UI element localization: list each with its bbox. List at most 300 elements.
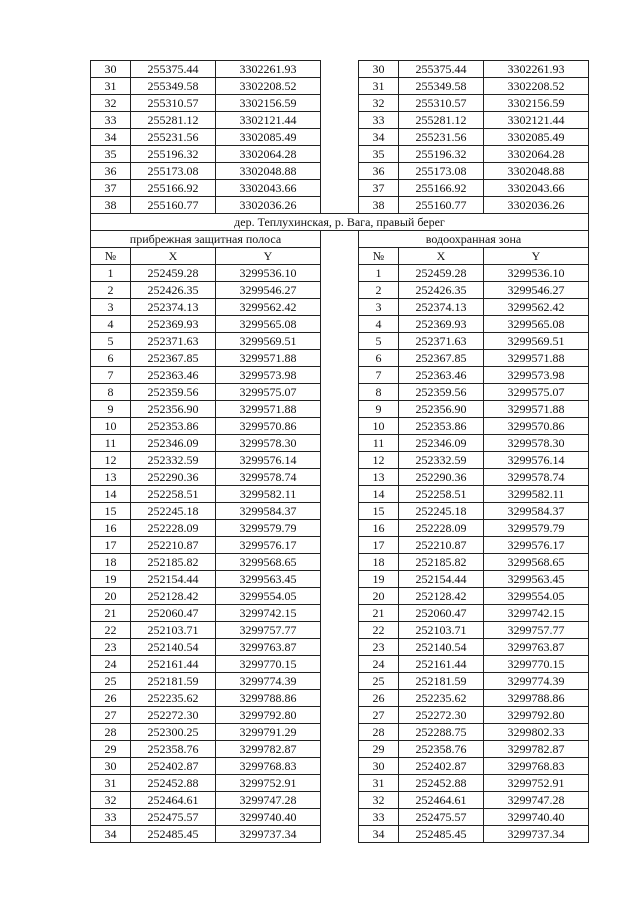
- left-x-coordinate: 252402.87: [131, 758, 216, 775]
- column-gap: [321, 61, 359, 78]
- right-x-coordinate: 252258.51: [399, 486, 484, 503]
- left-y-coordinate: 3299747.28: [216, 792, 321, 809]
- y-coordinate: 3302043.66: [216, 180, 321, 197]
- y-coordinate: 3302261.93: [484, 61, 589, 78]
- left-point-number: 8: [91, 384, 131, 401]
- point-number: 30: [359, 61, 399, 78]
- left-point-number: 6: [91, 350, 131, 367]
- table-row: [91, 452, 589, 469]
- column-gap: [321, 112, 359, 129]
- point-number: 31: [359, 78, 399, 95]
- table-row: [91, 78, 589, 95]
- column-gap: [321, 639, 359, 656]
- left-point-number: 9: [91, 401, 131, 418]
- left-point-number: 34: [91, 826, 131, 843]
- right-point-number: 11: [359, 435, 399, 452]
- left-point-number: 10: [91, 418, 131, 435]
- right-y-coordinate: 3299774.39: [484, 673, 589, 690]
- y-coordinate: 3302064.28: [484, 146, 589, 163]
- left-y-coordinate: 3299575.07: [216, 384, 321, 401]
- table-row: [91, 486, 589, 503]
- left-point-number: 12: [91, 452, 131, 469]
- right-x-coordinate: 252426.35: [399, 282, 484, 299]
- left-point-number: 32: [91, 792, 131, 809]
- right-x-header: X: [399, 248, 484, 265]
- right-x-coordinate: 252402.87: [399, 758, 484, 775]
- left-point-number: 13: [91, 469, 131, 486]
- table-row: [91, 282, 589, 299]
- right-y-coordinate: 3299568.65: [484, 554, 589, 571]
- right-x-coordinate: 252369.93: [399, 316, 484, 333]
- left-x-coordinate: 252272.30: [131, 707, 216, 724]
- right-y-coordinate: 3299565.08: [484, 316, 589, 333]
- column-gap: [321, 401, 359, 418]
- column-gap: [321, 197, 359, 214]
- column-gap: [321, 333, 359, 350]
- right-y-coordinate: 3299546.27: [484, 282, 589, 299]
- right-x-coordinate: 252367.85: [399, 350, 484, 367]
- left-point-number: 5: [91, 333, 131, 350]
- left-x-coordinate: 252245.18: [131, 503, 216, 520]
- column-gap: [321, 741, 359, 758]
- column-gap: [321, 554, 359, 571]
- column-gap: [321, 775, 359, 792]
- right-point-number: 2: [359, 282, 399, 299]
- right-point-number: 26: [359, 690, 399, 707]
- left-x-coordinate: 252346.09: [131, 435, 216, 452]
- left-point-number: 11: [91, 435, 131, 452]
- left-y-coordinate: 3299570.86: [216, 418, 321, 435]
- column-gap: [321, 282, 359, 299]
- left-y-coordinate: 3299573.98: [216, 367, 321, 384]
- column-gap: [321, 724, 359, 741]
- right-x-coordinate: 252154.44: [399, 571, 484, 588]
- section-header: [91, 214, 589, 265]
- column-gap: [321, 129, 359, 146]
- right-x-coordinate: 252235.62: [399, 690, 484, 707]
- right-point-number: 23: [359, 639, 399, 656]
- right-y-coordinate: 3299737.34: [484, 826, 589, 843]
- left-x-coordinate: 252459.28: [131, 265, 216, 282]
- right-point-number: 3: [359, 299, 399, 316]
- left-point-number: 20: [91, 588, 131, 605]
- right-y-coordinate: 3299579.79: [484, 520, 589, 537]
- column-gap: [321, 78, 359, 95]
- point-number: 35: [359, 146, 399, 163]
- x-coordinate: 255310.57: [131, 95, 216, 112]
- left-y-coordinate: 3299740.40: [216, 809, 321, 826]
- x-coordinate: 255310.57: [399, 95, 484, 112]
- left-x-coordinate: 252358.76: [131, 741, 216, 758]
- table-row: [91, 61, 589, 78]
- left-point-number: 15: [91, 503, 131, 520]
- left-point-number: 23: [91, 639, 131, 656]
- table-row: [91, 826, 589, 843]
- column-gap: [321, 520, 359, 537]
- right-x-coordinate: 252128.42: [399, 588, 484, 605]
- right-x-coordinate: 252290.36: [399, 469, 484, 486]
- column-gap: [321, 537, 359, 554]
- left-y-coordinate: 3299576.17: [216, 537, 321, 554]
- column-gap: [321, 418, 359, 435]
- left-y-coordinate: 3299563.45: [216, 571, 321, 588]
- x-coordinate: 255160.77: [131, 197, 216, 214]
- left-point-number: 21: [91, 605, 131, 622]
- column-header-row: [91, 248, 589, 265]
- left-y-coordinate: 3299571.88: [216, 401, 321, 418]
- upper-rows-section: [91, 61, 589, 214]
- section-title: дер. Теплухинская, р. Вага, правый берег: [91, 214, 589, 231]
- table-row: [91, 367, 589, 384]
- right-x-coordinate: 252103.71: [399, 622, 484, 639]
- point-number: 34: [91, 129, 131, 146]
- left-y-coordinate: 3299768.83: [216, 758, 321, 775]
- left-point-number: 27: [91, 707, 131, 724]
- left-y-coordinate: 3299578.30: [216, 435, 321, 452]
- x-coordinate: 255196.32: [399, 146, 484, 163]
- table-row: [91, 775, 589, 792]
- left-x-coordinate: 252371.63: [131, 333, 216, 350]
- point-number: 32: [91, 95, 131, 112]
- table-row: [91, 350, 589, 367]
- left-point-number: 31: [91, 775, 131, 792]
- right-x-coordinate: 252161.44: [399, 656, 484, 673]
- column-gap: [321, 435, 359, 452]
- right-point-number: 22: [359, 622, 399, 639]
- column-gap: [321, 792, 359, 809]
- right-x-coordinate: 252374.13: [399, 299, 484, 316]
- right-x-coordinate: 252181.59: [399, 673, 484, 690]
- left-x-coordinate: 252161.44: [131, 656, 216, 673]
- left-point-number: 18: [91, 554, 131, 571]
- right-y-coordinate: 3299554.05: [484, 588, 589, 605]
- column-gap: [321, 95, 359, 112]
- table-row: [91, 809, 589, 826]
- right-point-number: 25: [359, 673, 399, 690]
- right-y-header: Y: [484, 248, 589, 265]
- point-number: 38: [359, 197, 399, 214]
- y-coordinate: 3302208.52: [216, 78, 321, 95]
- left-x-coordinate: 252356.90: [131, 401, 216, 418]
- right-x-coordinate: 252060.47: [399, 605, 484, 622]
- column-gap: [321, 486, 359, 503]
- y-coordinate: 3302048.88: [216, 163, 321, 180]
- left-y-coordinate: 3299752.91: [216, 775, 321, 792]
- left-point-number: 24: [91, 656, 131, 673]
- left-x-coordinate: 252185.82: [131, 554, 216, 571]
- column-gap: [321, 758, 359, 775]
- y-coordinate: 3302036.26: [484, 197, 589, 214]
- table-row: [91, 384, 589, 401]
- column-gap: [321, 316, 359, 333]
- right-x-coordinate: 252140.54: [399, 639, 484, 656]
- left-x-coordinate: 252485.45: [131, 826, 216, 843]
- left-y-coordinate: 3299576.14: [216, 452, 321, 469]
- left-x-coordinate: 252332.59: [131, 452, 216, 469]
- left-point-number: 33: [91, 809, 131, 826]
- right-point-number: 5: [359, 333, 399, 350]
- left-point-number: 14: [91, 486, 131, 503]
- column-gap: [321, 707, 359, 724]
- right-point-number: 15: [359, 503, 399, 520]
- right-x-coordinate: 252459.28: [399, 265, 484, 282]
- right-y-coordinate: 3299578.30: [484, 435, 589, 452]
- left-y-coordinate: 3299584.37: [216, 503, 321, 520]
- right-point-number: 32: [359, 792, 399, 809]
- right-point-number: 30: [359, 758, 399, 775]
- left-y-coordinate: 3299569.51: [216, 333, 321, 350]
- table-row: [91, 333, 589, 350]
- right-y-coordinate: 3299536.10: [484, 265, 589, 282]
- left-x-coordinate: 252374.13: [131, 299, 216, 316]
- left-y-coordinate: 3299565.08: [216, 316, 321, 333]
- right-y-coordinate: 3299788.86: [484, 690, 589, 707]
- y-coordinate: 3302156.59: [216, 95, 321, 112]
- left-y-coordinate: 3299546.27: [216, 282, 321, 299]
- point-number: 30: [91, 61, 131, 78]
- left-y-coordinate: 3299757.77: [216, 622, 321, 639]
- x-coordinate: 255196.32: [131, 146, 216, 163]
- right-point-number: 6: [359, 350, 399, 367]
- right-y-coordinate: 3299571.88: [484, 401, 589, 418]
- right-point-number: 14: [359, 486, 399, 503]
- right-y-coordinate: 3299768.83: [484, 758, 589, 775]
- left-x-coordinate: 252103.71: [131, 622, 216, 639]
- right-x-coordinate: 252210.87: [399, 537, 484, 554]
- left-point-number: 30: [91, 758, 131, 775]
- column-gap: [321, 503, 359, 520]
- left-point-number: 22: [91, 622, 131, 639]
- table-row: [91, 673, 589, 690]
- left-x-coordinate: 252140.54: [131, 639, 216, 656]
- right-y-coordinate: 3299563.45: [484, 571, 589, 588]
- left-y-coordinate: 3299792.80: [216, 707, 321, 724]
- table-row: [91, 180, 589, 197]
- column-gap: [321, 571, 359, 588]
- right-x-coordinate: 252363.46: [399, 367, 484, 384]
- table-row: [91, 163, 589, 180]
- right-y-coordinate: 3299573.98: [484, 367, 589, 384]
- table-row: [91, 622, 589, 639]
- left-y-coordinate: 3299788.86: [216, 690, 321, 707]
- y-coordinate: 3302156.59: [484, 95, 589, 112]
- left-y-coordinate: 3299770.15: [216, 656, 321, 673]
- right-x-coordinate: 252485.45: [399, 826, 484, 843]
- right-y-coordinate: 3299576.14: [484, 452, 589, 469]
- point-number: 34: [359, 129, 399, 146]
- x-coordinate: 255349.58: [399, 78, 484, 95]
- right-x-coordinate: 252371.63: [399, 333, 484, 350]
- column-gap: [321, 588, 359, 605]
- right-y-coordinate: 3299792.80: [484, 707, 589, 724]
- table-row: [91, 129, 589, 146]
- left-x-coordinate: 252258.51: [131, 486, 216, 503]
- y-coordinate: 3302121.44: [484, 112, 589, 129]
- left-x-coordinate: 252290.36: [131, 469, 216, 486]
- right-num-header: №: [359, 248, 399, 265]
- table-row: [91, 469, 589, 486]
- right-x-coordinate: 252272.30: [399, 707, 484, 724]
- right-point-number: 8: [359, 384, 399, 401]
- table-row: [91, 265, 589, 282]
- left-y-coordinate: 3299562.42: [216, 299, 321, 316]
- table-row: [91, 605, 589, 622]
- x-coordinate: 255281.12: [399, 112, 484, 129]
- table-row: [91, 112, 589, 129]
- table-row: [91, 588, 589, 605]
- left-y-header: Y: [216, 248, 321, 265]
- right-x-coordinate: 252359.56: [399, 384, 484, 401]
- right-x-coordinate: 252353.86: [399, 418, 484, 435]
- right-point-number: 12: [359, 452, 399, 469]
- left-x-coordinate: 252060.47: [131, 605, 216, 622]
- left-y-coordinate: 3299536.10: [216, 265, 321, 282]
- right-point-number: 28: [359, 724, 399, 741]
- lower-rows-section: [91, 265, 589, 843]
- left-y-coordinate: 3299737.34: [216, 826, 321, 843]
- column-gap: [321, 469, 359, 486]
- column-gap: [321, 180, 359, 197]
- right-point-number: 13: [359, 469, 399, 486]
- left-point-number: 26: [91, 690, 131, 707]
- column-gap: [321, 350, 359, 367]
- left-point-number: 2: [91, 282, 131, 299]
- x-coordinate: 255375.44: [399, 61, 484, 78]
- y-coordinate: 3302208.52: [484, 78, 589, 95]
- right-x-coordinate: 252288.75: [399, 724, 484, 741]
- left-num-header: №: [91, 248, 131, 265]
- column-gap: [321, 146, 359, 163]
- table-row: [91, 554, 589, 571]
- column-gap: [321, 299, 359, 316]
- y-coordinate: 3302064.28: [216, 146, 321, 163]
- right-point-number: 24: [359, 656, 399, 673]
- right-y-coordinate: 3299782.87: [484, 741, 589, 758]
- column-gap: [321, 656, 359, 673]
- column-gap: [321, 452, 359, 469]
- left-x-coordinate: 252128.42: [131, 588, 216, 605]
- left-x-coordinate: 252475.57: [131, 809, 216, 826]
- column-gap: [321, 248, 359, 265]
- right-x-coordinate: 252358.76: [399, 741, 484, 758]
- right-point-number: 16: [359, 520, 399, 537]
- right-y-coordinate: 3299752.91: [484, 775, 589, 792]
- left-x-coordinate: 252464.61: [131, 792, 216, 809]
- left-point-number: 19: [91, 571, 131, 588]
- left-x-coordinate: 252353.86: [131, 418, 216, 435]
- right-x-coordinate: 252356.90: [399, 401, 484, 418]
- column-gap: [321, 163, 359, 180]
- column-gap: [321, 622, 359, 639]
- y-coordinate: 3302043.66: [484, 180, 589, 197]
- point-number: 37: [359, 180, 399, 197]
- right-y-coordinate: 3299578.74: [484, 469, 589, 486]
- right-x-coordinate: 252228.09: [399, 520, 484, 537]
- x-coordinate: 255166.92: [131, 180, 216, 197]
- table-row: [91, 571, 589, 588]
- coordinates-document: [90, 60, 588, 843]
- table-row: [91, 639, 589, 656]
- y-coordinate: 3302048.88: [484, 163, 589, 180]
- left-y-coordinate: 3299578.74: [216, 469, 321, 486]
- right-point-number: 4: [359, 316, 399, 333]
- table-row: [91, 299, 589, 316]
- left-x-coordinate: 252367.85: [131, 350, 216, 367]
- left-y-coordinate: 3299742.15: [216, 605, 321, 622]
- right-point-number: 21: [359, 605, 399, 622]
- left-point-number: 7: [91, 367, 131, 384]
- left-point-number: 1: [91, 265, 131, 282]
- right-y-coordinate: 3299740.40: [484, 809, 589, 826]
- point-number: 33: [91, 112, 131, 129]
- right-y-coordinate: 3299742.15: [484, 605, 589, 622]
- table-row: [91, 197, 589, 214]
- left-x-coordinate: 252359.56: [131, 384, 216, 401]
- right-point-number: 29: [359, 741, 399, 758]
- y-coordinate: 3302261.93: [216, 61, 321, 78]
- left-x-coordinate: 252300.25: [131, 724, 216, 741]
- column-gap: [321, 231, 359, 248]
- x-coordinate: 255231.56: [131, 129, 216, 146]
- left-point-number: 16: [91, 520, 131, 537]
- left-x-coordinate: 252210.87: [131, 537, 216, 554]
- point-number: 35: [91, 146, 131, 163]
- point-number: 32: [359, 95, 399, 112]
- left-x-coordinate: 252363.46: [131, 367, 216, 384]
- column-gap: [321, 605, 359, 622]
- right-y-coordinate: 3299757.77: [484, 622, 589, 639]
- x-coordinate: 255349.58: [131, 78, 216, 95]
- right-point-number: 10: [359, 418, 399, 435]
- left-y-coordinate: 3299579.79: [216, 520, 321, 537]
- coordinates-table: [90, 60, 589, 843]
- right-point-number: 9: [359, 401, 399, 418]
- left-y-coordinate: 3299763.87: [216, 639, 321, 656]
- x-coordinate: 255160.77: [399, 197, 484, 214]
- left-point-number: 28: [91, 724, 131, 741]
- right-point-number: 18: [359, 554, 399, 571]
- left-x-coordinate: 252228.09: [131, 520, 216, 537]
- x-coordinate: 255173.08: [399, 163, 484, 180]
- table-row: [91, 418, 589, 435]
- left-point-number: 29: [91, 741, 131, 758]
- left-point-number: 25: [91, 673, 131, 690]
- right-y-coordinate: 3299584.37: [484, 503, 589, 520]
- left-x-coordinate: 252235.62: [131, 690, 216, 707]
- left-x-coordinate: 252181.59: [131, 673, 216, 690]
- column-gap: [321, 690, 359, 707]
- left-point-number: 3: [91, 299, 131, 316]
- right-y-coordinate: 3299770.15: [484, 656, 589, 673]
- right-point-number: 17: [359, 537, 399, 554]
- right-point-number: 34: [359, 826, 399, 843]
- column-gap: [321, 367, 359, 384]
- right-zone-title: водоохранная зона: [359, 231, 589, 248]
- right-point-number: 20: [359, 588, 399, 605]
- left-y-coordinate: 3299791.29: [216, 724, 321, 741]
- right-x-coordinate: 252185.82: [399, 554, 484, 571]
- left-y-coordinate: 3299568.65: [216, 554, 321, 571]
- right-point-number: 1: [359, 265, 399, 282]
- point-number: 36: [91, 163, 131, 180]
- right-x-coordinate: 252452.88: [399, 775, 484, 792]
- column-gap: [321, 809, 359, 826]
- x-coordinate: 255173.08: [131, 163, 216, 180]
- table-row: [91, 724, 589, 741]
- right-point-number: 31: [359, 775, 399, 792]
- left-x-coordinate: 252369.93: [131, 316, 216, 333]
- table-row: [91, 503, 589, 520]
